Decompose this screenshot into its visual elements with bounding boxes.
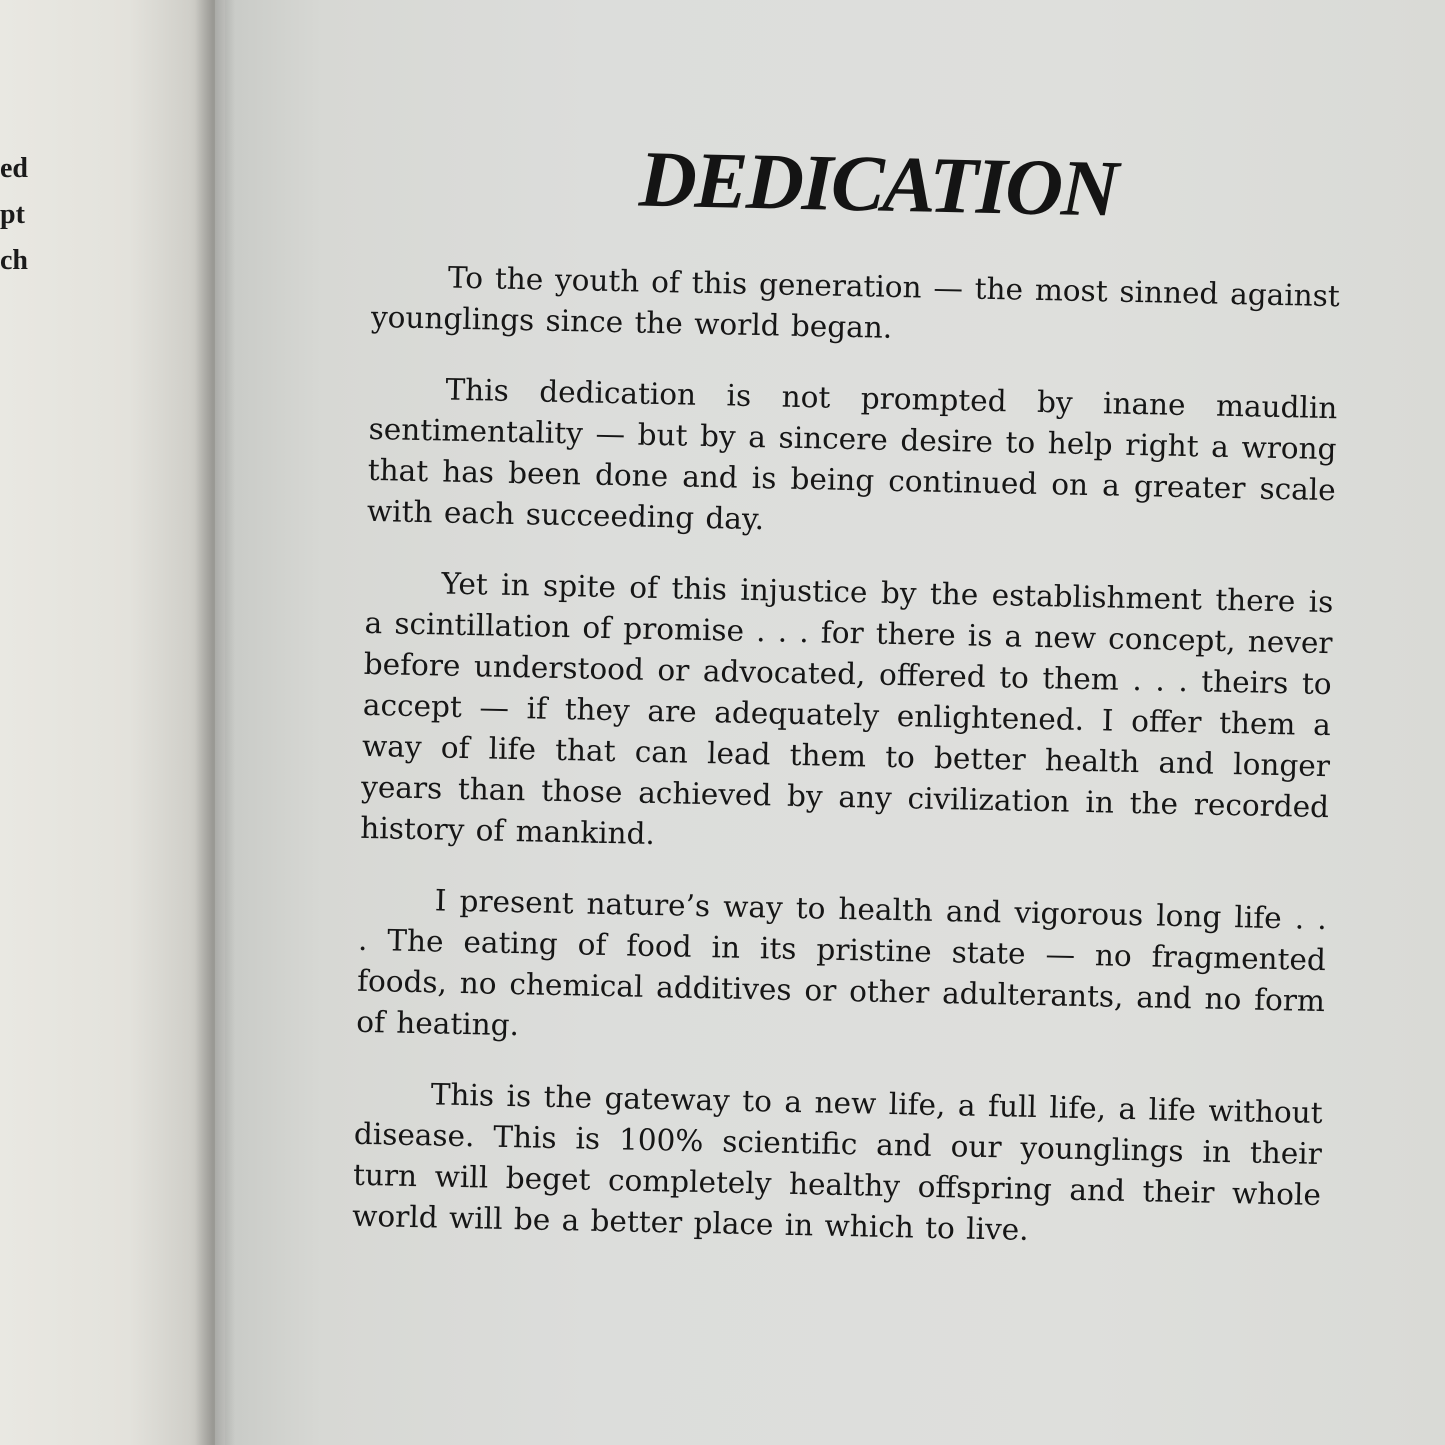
left-fragment-line: pt [0, 199, 25, 230]
book-gutter-shadow [195, 0, 235, 1445]
dedication-paragraph-4: I present nature’s way to health and vigorous long life . . . The eating of food in its pristine state — no fragmented foods, no chemical additives or other adulterants, and no form of heating. [355, 883, 1328, 1043]
right-page [225, 0, 1445, 1445]
left-page [0, 0, 215, 1445]
dedication-paragraph-2: This dedication is not prompted by inane maudlin sentimentality — but by a sincere desire to help right a wrong that has been done and is being continued on a greater scale with each succeeding day. [366, 372, 1338, 537]
page-title: DEDICATION [638, 135, 1118, 234]
dedication-paragraph-3: Yet in spite of this injustice by the establishment there is a scintillation of promise . . . for there is a new concept, never before understood or advocated, offered to them . . . theirs to accept — if they are adequately enlightened. I offer them a way of life that can lead them to better health and longer years than those achieved by any civilization in the recorded history of mankind. [360, 566, 1334, 852]
dedication-content [351, 130, 1343, 1287]
dedication-paragraph-5: This is the gateway to a new life, a full life, a life without disease. This is 100% scientific and our younglings in their turn will beget completely healthy offspring and their whole world will be a better place in which to live. [351, 1077, 1323, 1247]
left-fragment-line: ch [0, 245, 28, 276]
left-page-text-fragment [0, 146, 28, 284]
left-fragment-line: ed [0, 153, 28, 184]
dedication-paragraph-1: To the youth of this generation — the most sinned against younglings since the world began. [370, 260, 1341, 345]
